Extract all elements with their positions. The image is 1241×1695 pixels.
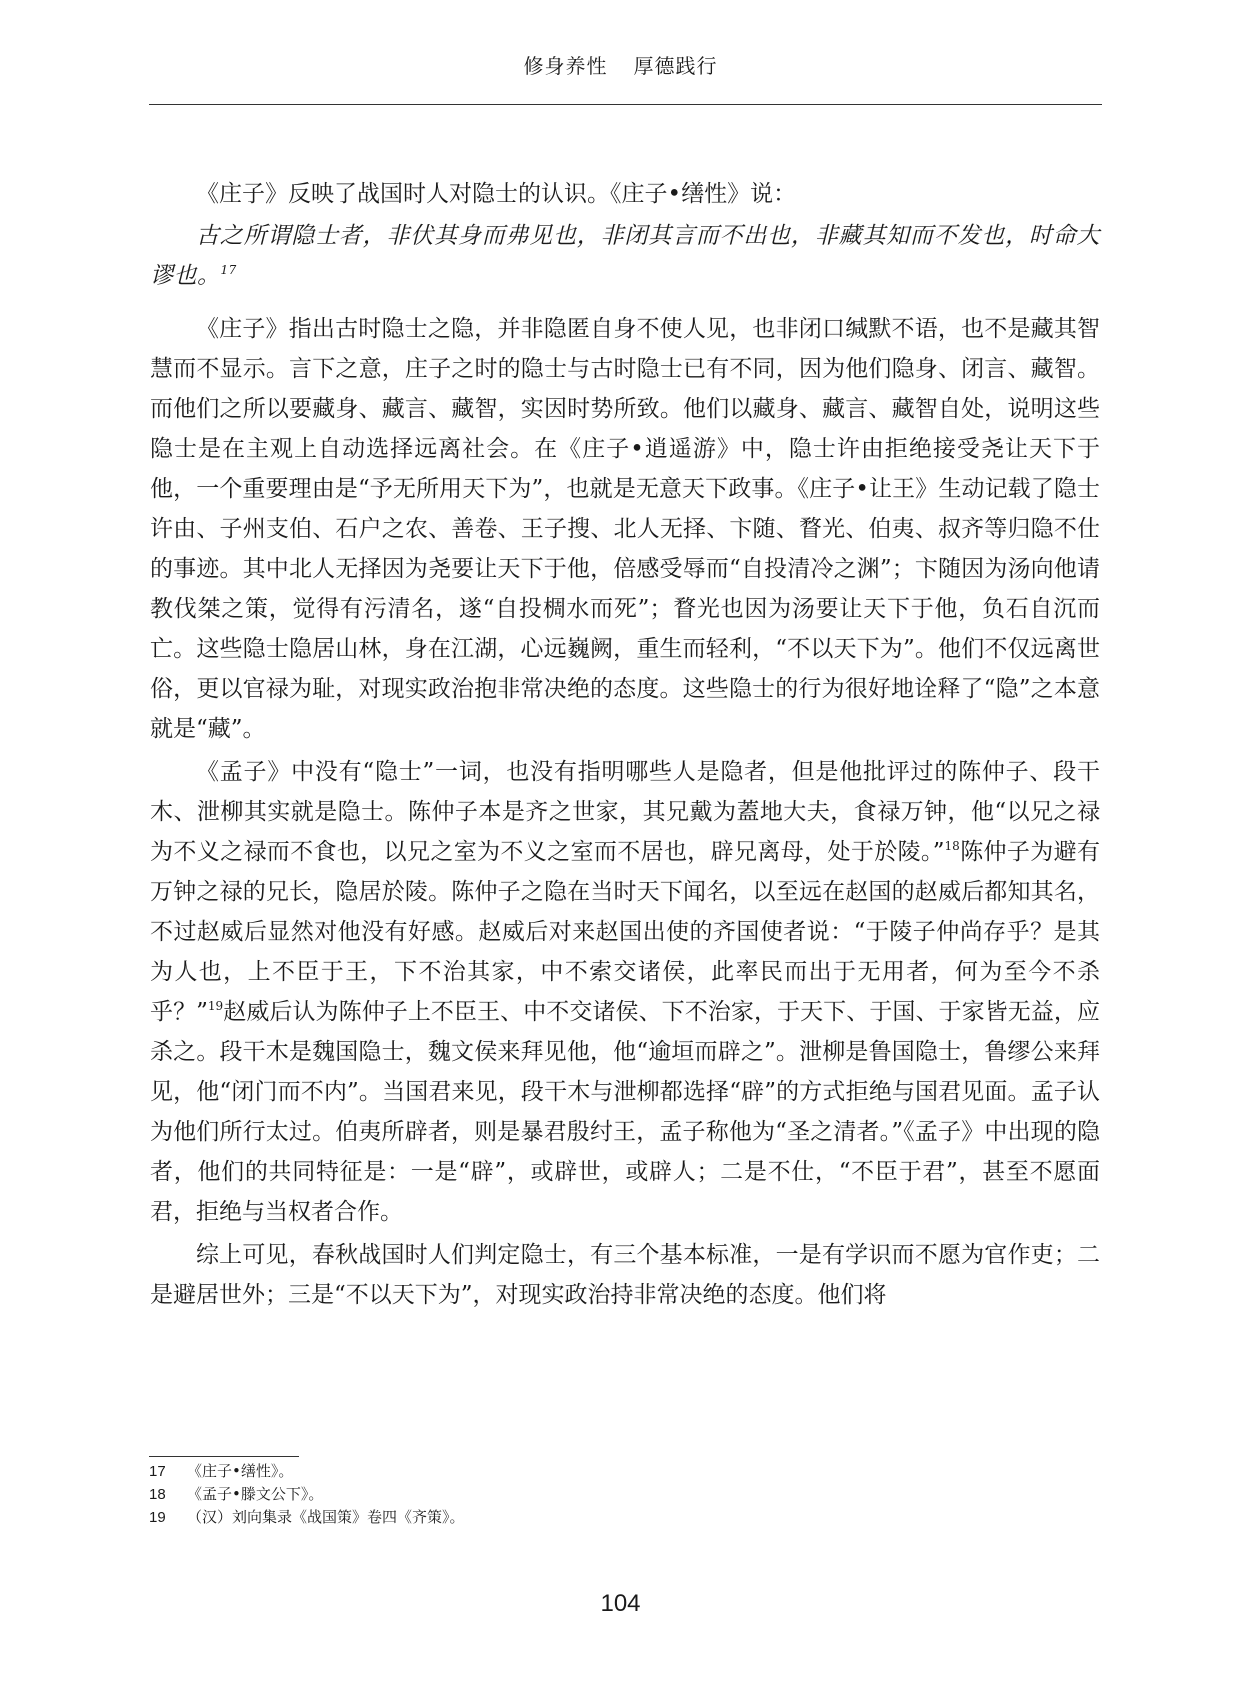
- paragraph-text: 赵威后认为陈仲子上不臣王、中不交诸侯、下不治家，于天下、于国、于家皆无益，应杀之。段干木是魏国隐士，魏文侯来拜见他，他“逾垣而辟之”。泄柳是鲁国隐士，鲁缪公来拜见，他“闭门而不内”。当国君来见，段干木与泄柳都选择“辟”的方式拒绝与国君见面。孟子认为他们所行太过。伯夷所辟者，则是暴君殷纣王，孟子称他为“圣之清者。”《孟子》中出现的隐者，他们的共同特征是：一是“辟”，或辟世，或辟人；二是不仕，“不臣于君”，甚至不愿面君，拒绝与当权者合作。: [150, 999, 1100, 1225]
- footnote-ref: 19: [207, 999, 224, 1013]
- block-quote: [150, 216, 1100, 296]
- footnote: [149, 1483, 465, 1506]
- footnote-text: 《孟子•滕文公下》。: [187, 1485, 324, 1503]
- footnote-number: 19: [149, 1509, 166, 1526]
- paragraph: [150, 309, 1100, 749]
- footnote: [149, 1460, 465, 1483]
- footnote-text: 《庄子•缮性》。: [187, 1462, 294, 1480]
- footnote: [149, 1506, 465, 1529]
- footnotes: [149, 1460, 465, 1529]
- page-number: 104: [600, 1590, 641, 1617]
- paragraph-text: 《庄子》指出古时隐士之隐，并非隐匿自身不使人见，也非闭口缄默不语，也不是藏其智慧而不显示。言下之意，庄子之时的隐士与古时隐士已有不同，因为他们隐身、闭言、藏智。而他们之所以要藏身、藏言、藏智，实因时势所致。他们以藏身、藏言、藏智自处，说明这些隐士是在主观上自动选择远离社会。在《庄子•逍遥游》中，隐士许由拒绝接受尧让天下于他，一个重要理由是“予无所用天下为”，也就是无意天下政事。《庄子•让王》生动记载了隐士许由、子州支伯、石户之农、善卷、王子搜、北人无择、卞随、瞀光、伯夷、叔齐等归隐不仕的事迹。其中北人无择因为尧要让天下于他，倍感受辱而“自投清冷之渊”；卞随因为汤向他请教伐桀之策，觉得有污清名，遂“自投椆水而死”；瞀光也因为汤要让天下于他，负石自沉而亡。这些隐士隐居山林，身在江湖，心远巍阙，重生而轻利，“不以天下为”。他们不仅远离世俗，更以官禄为耻，对现实政治抱非常决绝的态度。这些隐士的行为很好地诠释了“隐”之本意就是“藏”。: [150, 316, 1100, 742]
- paragraph-text: 《孟子》中没有“隐士”一词，也没有指明哪些人是隐者，但是他批评过的陈仲子、段干木、泄柳其实就是隐士。陈仲子本是齐之世家，其兄戴为蓋地大夫，食禄万钟，他“以兄之禄为不义之禄而不食也，以兄之室为不义之室而不居也，辟兄离母，处于於陵。”: [150, 759, 1100, 865]
- header-title-right: 厚德践行: [633, 54, 718, 78]
- paragraph-text: 陈仲子为避有万钟之禄的兄长，隐居於陵。陈仲子之隐在当时天下闻名，以至远在赵国的赵威后都知其名，不过赵威后显然对他没有好感。赵威后对来赵国出使的齐国使者说：“于陵子仲尚存乎？是其为人也，上不臣于王，下不治其家，中不索交诸侯，此率民而出于无用者，何为至今不杀乎？”: [150, 839, 1100, 1025]
- paragraph: [150, 752, 1100, 1232]
- quote-text: 古之所谓隐士者，非伏其身而弗见也，非闭其言而不出也，非藏其知而不发也，时命大谬也。: [150, 223, 1100, 289]
- header-title-left: 修身养性: [523, 54, 608, 78]
- paragraph-text: 综上可见，春秋战国时人们判定隐士，有三个基本标准，一是有学识而不愿为官作吏；二是避居世外；三是“不以天下为”，对现实政治持非常决绝的态度。他们将: [150, 1242, 1100, 1308]
- footnote-rule: [149, 1456, 299, 1457]
- paragraph-text: 《庄子》反映了战国时人对隐士的认识。《庄子•缮性》说：: [196, 181, 797, 207]
- footnote-ref: 18: [944, 839, 960, 853]
- body-text: [150, 174, 1100, 1315]
- footnote-number: 18: [149, 1486, 166, 1503]
- header-rule: [149, 104, 1102, 105]
- running-header: [0, 50, 1241, 79]
- paragraph: [150, 1235, 1100, 1315]
- paragraph: [150, 174, 1100, 214]
- footnote-number: 17: [149, 1463, 166, 1480]
- footnote-text: （汉）刘向集录《战国策》卷四《齐策》。: [187, 1508, 465, 1526]
- footnote-ref: 17: [220, 263, 237, 277]
